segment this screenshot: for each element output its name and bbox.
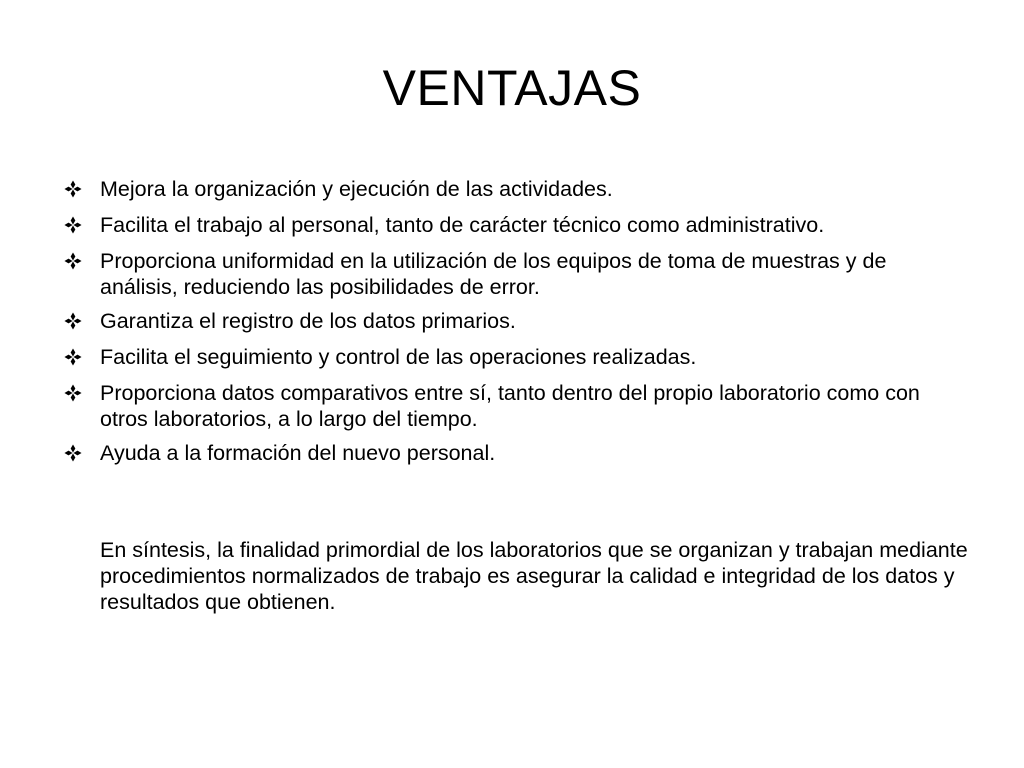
bullet-list	[64, 174, 964, 474]
diamond-bullet-icon	[64, 438, 100, 468]
bullet-text: Ayuda a la formación del nuevo personal.	[100, 441, 496, 465]
diamond-bullet-icon	[64, 378, 100, 408]
bullet-text: Facilita el seguimiento y control de las operaciones realizadas.	[100, 345, 697, 369]
diamond-bullet-icon	[64, 306, 100, 336]
slide-title: VENTAJAS	[382, 60, 642, 116]
diamond-bullet-icon	[64, 342, 100, 372]
list-item	[64, 174, 964, 204]
diamond-bullet-icon	[64, 210, 100, 240]
bullet-text: Proporciona datos comparativos entre sí, tanto dentro del propio laboratorio como con otros laboratorios, a lo largo del tiempo.	[100, 381, 920, 431]
list-item	[64, 246, 964, 300]
diamond-bullet-icon	[64, 246, 100, 276]
list-item	[64, 210, 964, 240]
list-item	[64, 342, 964, 372]
diamond-bullet-icon	[64, 174, 100, 204]
list-item	[64, 438, 964, 468]
list-item	[64, 306, 964, 336]
bullet-text: Facilita el trabajo al personal, tanto de carácter técnico como administrativo.	[100, 213, 825, 237]
bullet-text: Garantiza el registro de los datos primarios.	[100, 309, 516, 333]
list-item	[64, 378, 964, 432]
bullet-text: Mejora la organización y ejecución de las actividades.	[100, 177, 613, 201]
summary-paragraph: En síntesis, la finalidad primordial de los laboratorios que se organizan y trabajan mediante procedimientos normalizados de trabajo es asegurar la calidad e integridad de los datos y resultados que obtienen.	[100, 538, 968, 614]
bullet-text: Proporciona uniformidad en la utilización de los equipos de toma de muestras y de análisis, reduciendo las posibilidades de error.	[100, 249, 887, 299]
